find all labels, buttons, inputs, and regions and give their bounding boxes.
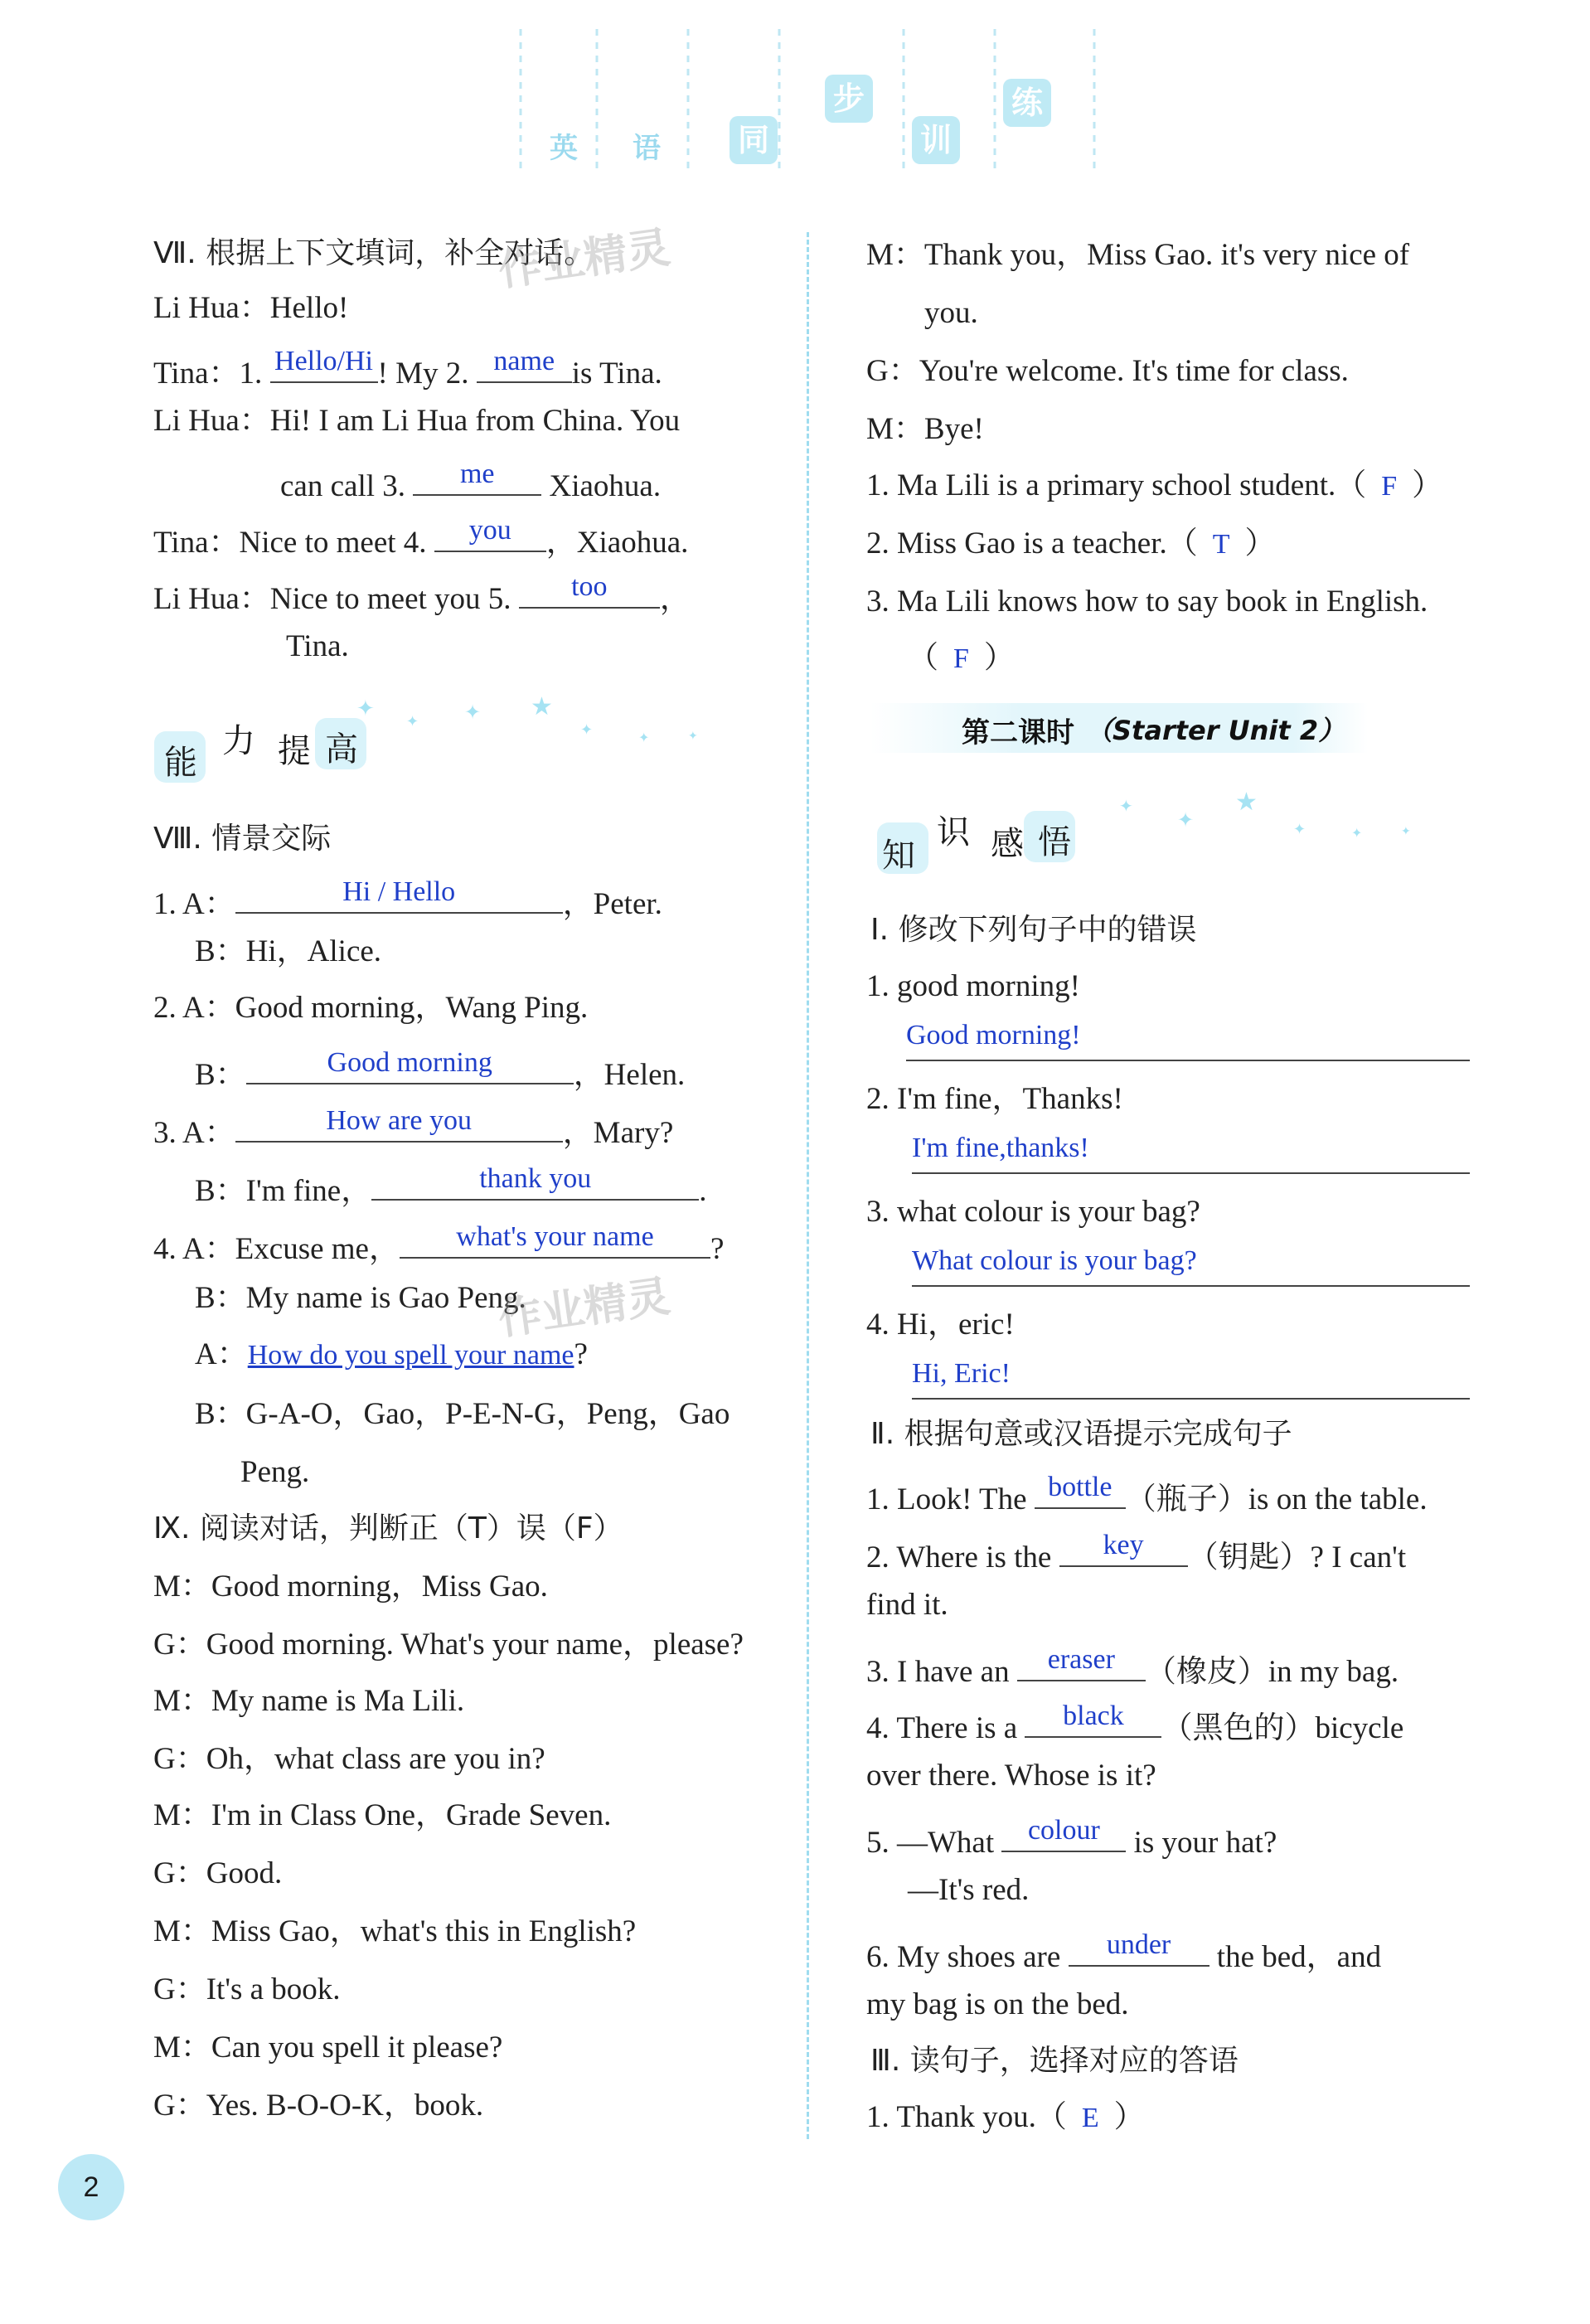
answer: colour [1027, 1815, 1100, 1846]
section-9-title: Ⅸ. 阅读对话，判断正（T）误（F） [153, 1511, 623, 1545]
column-divider [807, 232, 809, 2139]
answer: Good morning! [906, 1020, 1081, 1050]
watermark: 作业精灵 [495, 1271, 673, 1346]
text: 1. A： [153, 887, 235, 921]
question-line [153, 876, 662, 924]
text: （钥匙）? I can't [1187, 1540, 1407, 1574]
question-line [908, 638, 1015, 679]
text: 3. A： [153, 1116, 235, 1150]
star-icon: ✦ [1401, 825, 1411, 838]
text: 5. —What [866, 1826, 1002, 1860]
text: 4. There is a [866, 1711, 1025, 1745]
lesson-title: 第二课时 [962, 716, 1074, 750]
blank-3[interactable] [413, 458, 541, 496]
question-line [866, 1529, 1406, 1578]
text: B： [195, 1058, 246, 1092]
text: Tina：Nice to meet 4. [153, 526, 434, 560]
answer: How do you spell your name [247, 1340, 574, 1371]
dialog-line [153, 345, 662, 394]
question-line: B：G-A-O，Gao，P-E-N-G，Peng，Gao [195, 1397, 730, 1431]
dialog-line: G：You're welcome. It's time for class. [866, 354, 1349, 388]
answer-line[interactable] [906, 1060, 1470, 1061]
text: ，Xiaohua. [545, 526, 689, 560]
question-line: 1. good morning! [866, 969, 1080, 1003]
question-line: 2. A：Good morning，Wang Ping. [153, 991, 589, 1025]
star-icon: ✦ [1119, 796, 1133, 816]
star-icon: ★ [1235, 788, 1258, 817]
section-7-title: Ⅶ. 根据上下文填词，补全对话。 [153, 236, 594, 270]
answer-5: too [571, 571, 608, 602]
header-char-2: 语 [633, 132, 661, 165]
header-char-3: 同 [730, 116, 778, 164]
answer-3: me [459, 458, 495, 489]
section-8-title: Ⅷ. 情景交际 [153, 822, 332, 856]
dialog-line: G：Good morning. What's your name，please? [153, 1628, 744, 1662]
question-line [153, 1220, 724, 1269]
blank[interactable] [371, 1162, 699, 1201]
question-line: B：My name is Gao Peng. [195, 1281, 526, 1315]
answer-line[interactable] [912, 1285, 1470, 1287]
text: 6. My shoes are [866, 1940, 1069, 1974]
blank[interactable] [1059, 1529, 1188, 1567]
blank[interactable] [1025, 1700, 1161, 1738]
text: ，Peter. [562, 887, 662, 921]
dialog-line: you. [924, 296, 978, 330]
dialog-line: M：Miss Gao，what's this in English? [153, 1914, 637, 1948]
text: 1. Ma Lili is a primary school student.（ [866, 468, 1367, 502]
text: Tina：1. [153, 357, 270, 391]
answer: bottle [1048, 1472, 1113, 1502]
answer-2: name [493, 346, 555, 376]
badge-char: 悟 [1038, 823, 1071, 861]
watermark: 作业精灵 [495, 222, 673, 297]
question-line: over there. Whose is it? [866, 1759, 1156, 1793]
question-line: Peng. [240, 1455, 310, 1489]
question-line [866, 524, 1276, 565]
blank[interactable] [1017, 1643, 1146, 1681]
dialog-line: M：Good morning，Miss Gao. [153, 1570, 548, 1604]
blank[interactable] [246, 1046, 574, 1084]
star-icon: ✦ [1177, 808, 1195, 832]
question-line: 2. I'm fine，Thanks! [866, 1082, 1123, 1116]
text: the bed，and [1209, 1940, 1382, 1974]
badge-char: 提 [278, 732, 311, 770]
answer: I'm fine,thanks! [912, 1133, 1089, 1163]
text: ， [659, 582, 691, 616]
text: ，Helen. [573, 1058, 686, 1092]
question-line [866, 1929, 1381, 1977]
star-icon: ✦ [688, 730, 698, 743]
header-char-5: 训 [912, 116, 960, 164]
answer: Good morning [327, 1047, 492, 1078]
blank[interactable] [1035, 1471, 1126, 1509]
section-3-title: Ⅲ. 读句子，选择对应的答语 [870, 2044, 1239, 2078]
dialog-line [153, 570, 691, 619]
question-line [866, 2098, 1145, 2138]
question-line [866, 1814, 1277, 1863]
question-line: find it. [866, 1588, 948, 1622]
text: 4. A：Excuse me， [153, 1232, 400, 1266]
text: ） [983, 641, 1015, 675]
badge-char: 感 [991, 825, 1024, 863]
text: Xiaohua. [541, 469, 662, 503]
answer: F [953, 643, 969, 674]
answer: Hi, Eric! [912, 1358, 1011, 1389]
blank[interactable] [1069, 1929, 1209, 1967]
blank-2[interactable] [477, 345, 572, 383]
dialog-line: M：My name is Ma Lili. [153, 1684, 465, 1718]
badge-char: 识 [937, 813, 970, 851]
text: 2. Miss Gao is a teacher.（ [866, 526, 1198, 560]
text: is your hat? [1126, 1826, 1277, 1860]
text: （橡皮）in my bag. [1145, 1655, 1399, 1689]
dialog-line: G：Oh，what class are you in? [153, 1742, 545, 1776]
answer: E [1081, 2103, 1099, 2133]
dialog-line: G：Good. [153, 1856, 283, 1890]
text: ） [1244, 526, 1276, 560]
question-line [866, 466, 1442, 507]
text: 2. Where is the [866, 1540, 1059, 1574]
blank[interactable] [1001, 1814, 1126, 1852]
question-line [195, 1162, 706, 1211]
answer: eraser [1047, 1644, 1115, 1675]
dialog-line: M：Bye! [866, 412, 984, 446]
text: 3. I have an [866, 1655, 1017, 1689]
section-1-title: Ⅰ. 修改下列句子中的错误 [870, 913, 1197, 947]
question-line [866, 1471, 1428, 1520]
text: （瓶子）is on the table. [1125, 1482, 1428, 1516]
text: Li Hua：Nice to meet you 5. [153, 582, 519, 616]
text: （ [908, 641, 938, 675]
badge-char: 能 [164, 744, 197, 782]
blank-1[interactable] [270, 345, 378, 383]
text: ? [710, 1232, 725, 1266]
blank[interactable] [235, 876, 563, 914]
answer-line[interactable] [912, 1398, 1470, 1400]
star-icon: ✦ [638, 730, 650, 745]
answer: T [1212, 529, 1230, 560]
answer: under [1106, 1929, 1171, 1960]
page-number: 2 [58, 2154, 124, 2220]
dialog-line: Li Hua：Hi! I am Li Hua from China. You [153, 404, 681, 438]
star-icon: ✦ [464, 701, 482, 724]
answer: key [1103, 1530, 1144, 1560]
dialog-line: M：I'm in Class One，Grade Seven. [153, 1798, 612, 1832]
answer: What colour is your bag? [912, 1245, 1197, 1276]
blank-4[interactable] [434, 514, 546, 552]
star-icon: ★ [531, 692, 553, 721]
answer-4: you [468, 515, 511, 546]
dialog-line: Tina. [286, 629, 349, 663]
text: 1. Thank you.（ [866, 2100, 1067, 2134]
text: （黑色的）bicycle [1161, 1711, 1404, 1745]
header-char-6: 练 [1003, 79, 1051, 127]
answer: F [1381, 471, 1398, 502]
dialog-line: G：Yes. B-O-O-K，book. [153, 2089, 484, 2123]
lesson-unit: （Starter Unit 2） [1086, 715, 1345, 746]
text: ? [574, 1337, 588, 1371]
badge-char: 知 [882, 837, 915, 875]
badge-char: 高 [325, 730, 358, 769]
text: B：I'm fine， [195, 1174, 372, 1208]
dialog-line [153, 514, 688, 563]
header-char-1: 英 [550, 132, 578, 165]
answer: Hi / Hello [342, 876, 456, 907]
question-line: B：Hi，Alice. [195, 934, 382, 968]
star-icon: ✦ [356, 696, 375, 721]
question-line [866, 1643, 1399, 1692]
star-icon: ✦ [406, 713, 419, 730]
answer: black [1063, 1701, 1124, 1731]
dialog-line [280, 458, 661, 507]
text: ! My 2. [377, 357, 477, 391]
section-2-title: Ⅱ. 根据句意或汉语提示完成句子 [870, 1417, 1292, 1451]
question-line: 3. what colour is your bag? [866, 1195, 1200, 1229]
text: 1. Look! The [866, 1482, 1035, 1516]
header-char-4: 步 [825, 75, 873, 123]
text: ） [1412, 468, 1443, 502]
blank[interactable] [235, 1104, 563, 1143]
question-line [866, 1700, 1403, 1749]
text: ，Mary? [562, 1116, 674, 1150]
dialog-line: G：It's a book. [153, 1972, 341, 2006]
question-line: 4. Hi，eric! [866, 1308, 1015, 1342]
blank[interactable] [400, 1220, 710, 1259]
dialog-line: Li Hua：Hello! [153, 291, 349, 325]
text: can call 3. [280, 469, 414, 503]
answer-line[interactable] [912, 1172, 1470, 1174]
dialog-line: M：Can you spell it please? [153, 2030, 503, 2064]
dialog-line: M：Thank you，Miss Gao. it's very nice of [866, 238, 1410, 272]
question-line: my bag is on the bed. [866, 1987, 1129, 2021]
answer: How are you [326, 1105, 472, 1136]
question-line: 3. Ma Lili knows how to say book in English. [866, 585, 1428, 619]
star-icon: ✦ [580, 721, 594, 739]
question-line [195, 1046, 685, 1095]
badge-char: 力 [222, 722, 255, 760]
question-line: —It's red. [908, 1873, 1030, 1907]
text: ） [1113, 2100, 1145, 2134]
text: . [699, 1174, 707, 1208]
text: A： [195, 1337, 248, 1371]
answer-1: Hello/Hi [274, 346, 373, 376]
star-icon: ✦ [1351, 825, 1363, 841]
blank-5[interactable] [519, 570, 660, 609]
answer: what's your name [456, 1221, 654, 1252]
answer: thank you [479, 1163, 592, 1194]
question-line [153, 1104, 673, 1153]
text: is Tina. [571, 357, 662, 391]
star-icon: ✦ [1293, 821, 1306, 838]
